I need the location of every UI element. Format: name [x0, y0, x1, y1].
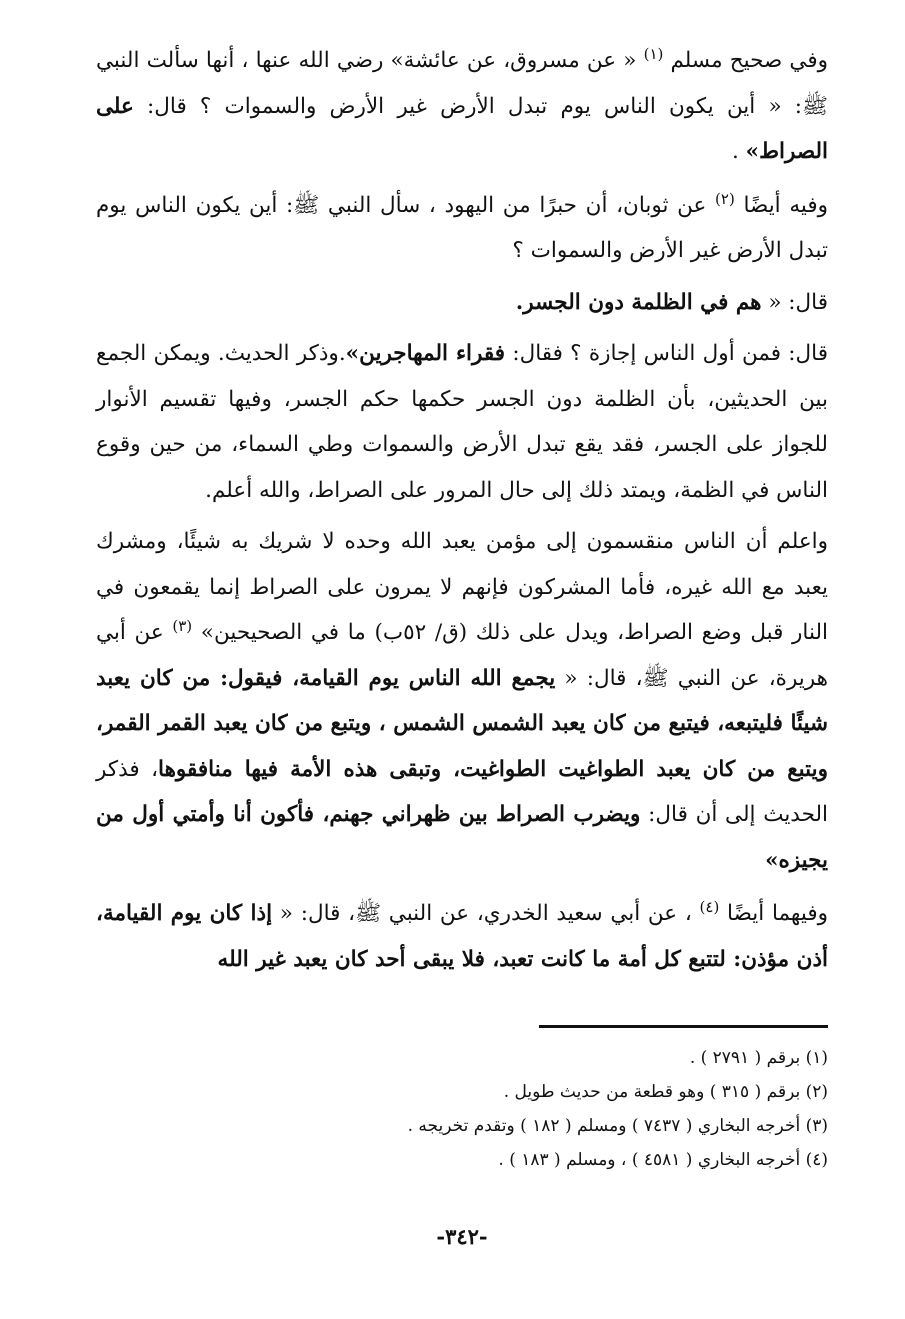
paragraph-4: [96, 331, 828, 513]
text-span: عن أبي هريرة، عن النبي ﷺ، قال: «: [96, 620, 828, 691]
text-span: عن ثوبان، أن حبرًا من اليهود ، سأل النبي ﷺ: أين يكون الناس يوم تبدل الأرض غير الأرض والسموات ؟: [96, 192, 828, 263]
footnote-marker: (٣): [172, 616, 193, 635]
bold-text: هم في الظلمة دون الجسر.: [515, 289, 762, 315]
footnote-4: (٤) أخرجه البخاري ( ٤٥٨١ ) ، ومسلم ( ١٨٣ ) .: [498, 1150, 828, 1170]
main-text: [96, 38, 828, 982]
text-span: « عن مسروق، عن عائشة» رضي الله عنها ، أنها سألت النبي ﷺ: « أين يكون الناس يوم تبدل الأرض غير الأرض والسموات ؟ قال:: [96, 48, 828, 119]
text-span: ، فذكر الحديث إلى أن قال:: [96, 756, 828, 827]
text-span: ، عن أبي سعيد الخدري، عن النبي ﷺ، قال: «: [272, 901, 700, 926]
footnote-marker: (١): [643, 44, 664, 63]
footnote-separator: [539, 1025, 828, 1028]
text-span: قال: فمن أول الناس إجازة ؟ فقال:: [505, 341, 828, 366]
footnote-2: (٢) برقم ( ٣١٥ ) وهو قطعة من حديث طويل .: [503, 1082, 828, 1102]
footnotes: [300, 1041, 828, 1177]
text-span: وفيه أيضًا: [734, 192, 829, 218]
paragraph-3: [96, 280, 828, 326]
bold-text: يجمع الله الناس يوم القيامة، فيقول: من كان يعبد شيئًا فليتبعه، فيتبع من كان يعبد الشمس الشمس ، ويتبع من كان يعبد القمر القمر، ويتبع من كان يعبد الطواغيت الطواغيت، وتبقى هذه الأمة فيها منافقوها: [96, 665, 829, 782]
page-number: -٣٤٢-: [436, 1224, 488, 1249]
paragraph-1: [96, 38, 828, 175]
text-span: واعلم أن الناس منقسمون إلى مؤمن يعبد الله وحده لا شريك به شيئًا، ومشرك يعبد مع الله غيره، فأما المشركون فإنهم لا يمرون على الصراط إنما يقمعون في النار قبل وضع الصراط، ويدل على ذلك (ق/ ٥٢ب) ما في الصحيحين»: [96, 529, 828, 645]
paragraph-2: [96, 183, 828, 274]
bold-text: فقراء المهاجرين»: [345, 341, 506, 366]
bold-text: إذا كان يوم القيامة، أذن مؤذن: لتتبع كل أمة ما كانت تعبد، فلا يبقى أحد كان يعبد غير الله: [96, 901, 828, 972]
text-span: قال: «: [761, 289, 828, 315]
paragraph-5: [96, 519, 828, 883]
footnote-marker: (٤): [699, 897, 720, 916]
text-span: وفيهما أيضًا: [719, 901, 828, 926]
text-span: .وذكر الحديث. ويمكن الجمع بين الحديثين، بأن الظلمة دون الجسر حكمها حكم الجسر، وفيها تقسيم الأنوار للجواز على الجسر، فقد يقع تبدل الأرض والسموات وطي السماء، من حين وقوع الناس في الظمة، ويمتد ذلك إلى حال المرور على الصراط، والله أعلم.: [96, 341, 828, 503]
footnote-marker: (٢): [715, 189, 735, 208]
footnote-3: (٣) أخرجه البخاري ( ٧٤٣٧ ) ومسلم ( ١٨٢ ) وتقدم تخريجه .: [407, 1116, 828, 1136]
bold-text: على الصراط»: [96, 93, 828, 164]
text-span: .: [732, 139, 746, 164]
paragraph-6: [96, 891, 828, 982]
bold-text: ويضرب الصراط بين ظهراني جهنم، فأكون أنا وأمتي أول من يجيزه»: [96, 802, 828, 873]
footnote-1: (١) برقم ( ٢٧٩١ ) .: [689, 1048, 828, 1068]
text-span: وفي صحيح مسلم: [663, 48, 828, 73]
